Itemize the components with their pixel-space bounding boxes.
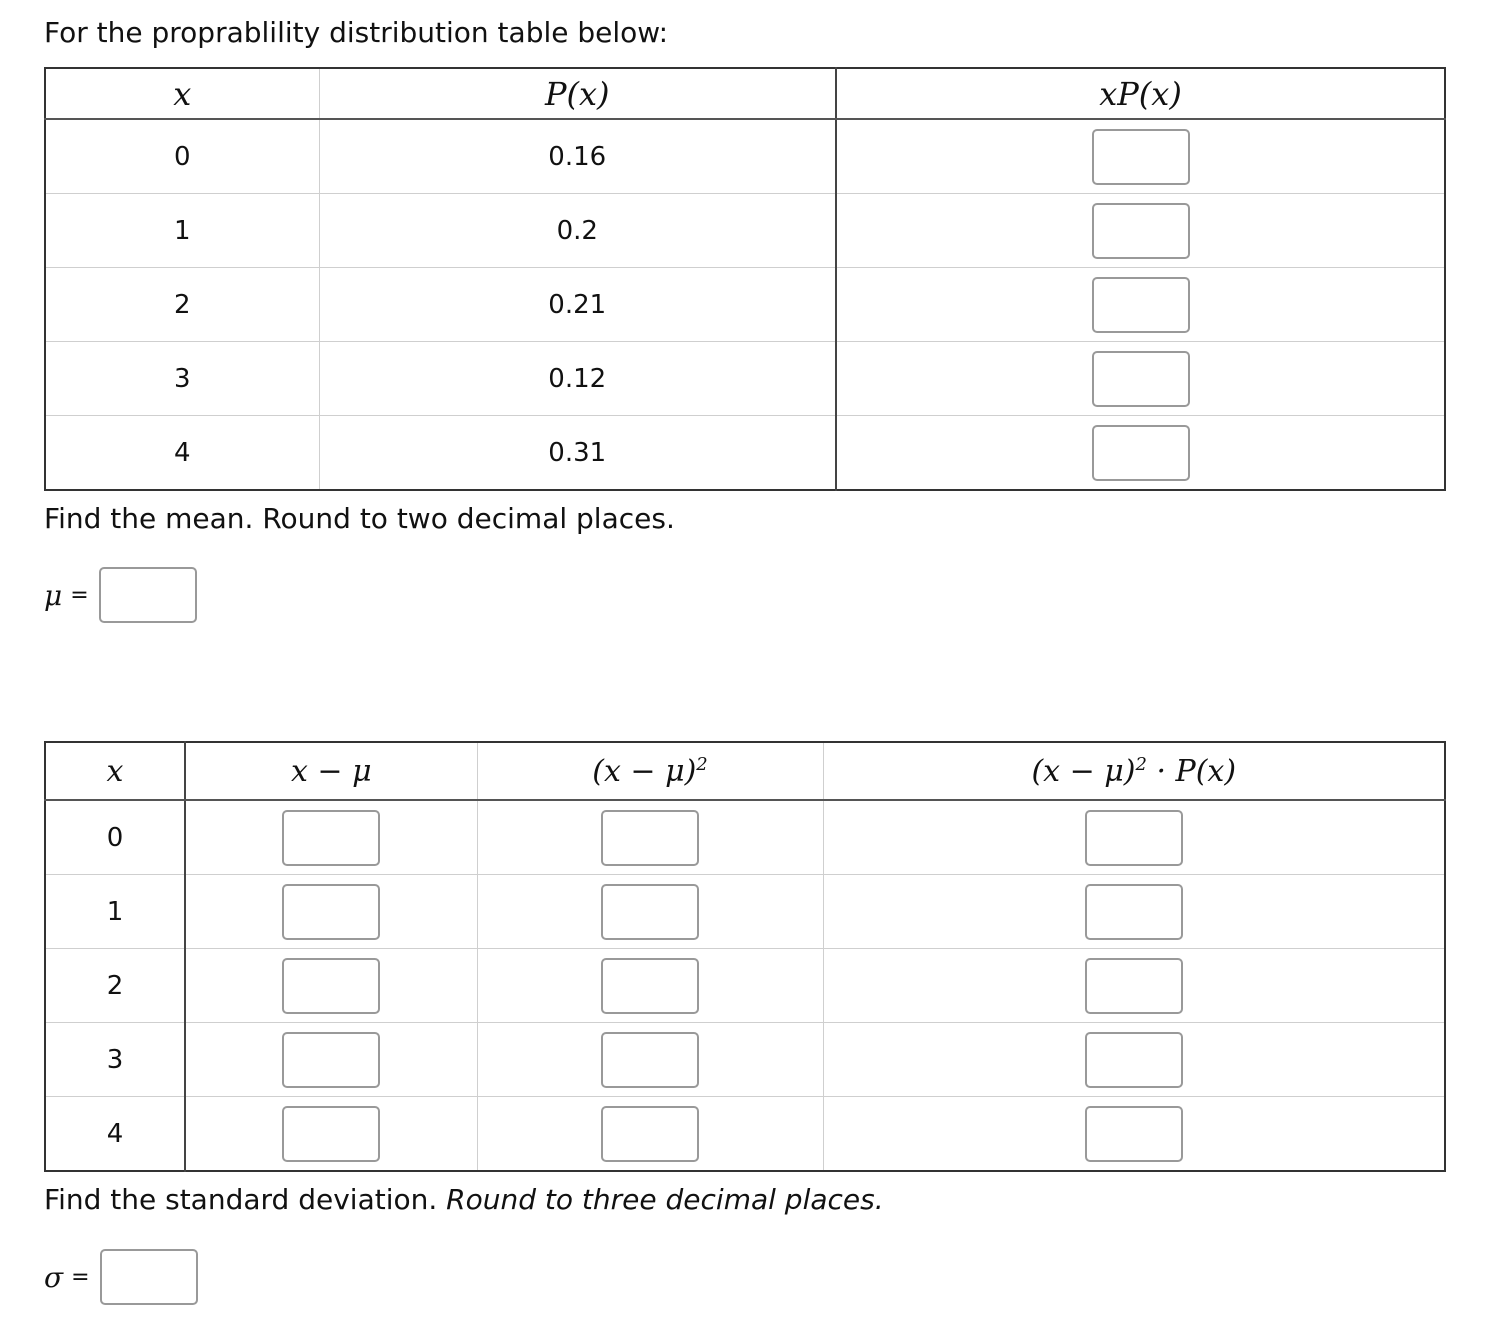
sd-rounding-note: Round to three decimal places. (446, 1183, 884, 1216)
mu-symbol: μ (44, 578, 63, 612)
xp-input[interactable] (1092, 425, 1190, 481)
weighted-squared-input[interactable] (1085, 958, 1183, 1014)
x-value: 3 (45, 342, 319, 416)
header-squared-deviation: $(x - \mu)^2$ (477, 742, 823, 800)
weighted-squared-input[interactable] (1085, 1032, 1183, 1088)
weighted-squared-input[interactable] (1085, 884, 1183, 940)
sd-input[interactable] (100, 1249, 198, 1305)
probability-value: 0.2 (319, 194, 836, 268)
xp-input[interactable] (1092, 203, 1190, 259)
deviation-input[interactable] (282, 1106, 380, 1162)
probability-value: 0.16 (319, 119, 836, 194)
probability-table (44, 67, 1446, 491)
table-row (45, 119, 1445, 194)
mean-instruction: Find the mean. Round to two decimal places. (44, 502, 675, 535)
table-header-row (45, 742, 1445, 800)
x-value: 2 (45, 268, 319, 342)
probability-value: 0.12 (319, 342, 836, 416)
sd-answer-row (44, 1249, 198, 1305)
header-x: x (45, 68, 319, 119)
table-row (45, 416, 1445, 491)
deviation-input[interactable] (282, 884, 380, 940)
x-value: 3 (45, 1023, 185, 1097)
squared-deviation-input[interactable] (601, 810, 699, 866)
header-x-p-of-x: xP(x) (836, 68, 1445, 119)
header-weighted-squared-deviation: $(x - \mu)^2 \cdot P(x)$ (823, 742, 1445, 800)
x-value: 4 (45, 1097, 185, 1172)
deviation-input[interactable] (282, 1032, 380, 1088)
equals-sign: = (70, 582, 89, 608)
x-value: 1 (45, 194, 319, 268)
table-row (45, 1097, 1445, 1172)
table-row (45, 875, 1445, 949)
table-row (45, 949, 1445, 1023)
squared-deviation-input[interactable] (601, 958, 699, 1014)
squared-deviation-input[interactable] (601, 1106, 699, 1162)
table-row (45, 1023, 1445, 1097)
weighted-squared-input[interactable] (1085, 1106, 1183, 1162)
deviation-input[interactable] (282, 958, 380, 1014)
x-value: 0 (45, 119, 319, 194)
xp-input[interactable] (1092, 351, 1190, 407)
xp-input[interactable] (1092, 129, 1190, 185)
table-row (45, 268, 1445, 342)
x-value: 4 (45, 416, 319, 491)
table-row (45, 194, 1445, 268)
x-value: 0 (45, 800, 185, 875)
sigma-symbol: σ (44, 1260, 64, 1294)
header-deviation: x − μ (185, 742, 477, 800)
mean-input[interactable] (99, 567, 197, 623)
x-value: 2 (45, 949, 185, 1023)
header-x: x (45, 742, 185, 800)
deviation-table (44, 741, 1446, 1172)
squared-deviation-input[interactable] (601, 1032, 699, 1088)
x-value: 1 (45, 875, 185, 949)
equals-sign: = (71, 1264, 90, 1290)
header-p-of-x: P(x) (319, 68, 836, 119)
table-row (45, 800, 1445, 875)
table-header-row (45, 68, 1445, 119)
table-row (45, 342, 1445, 416)
sd-instruction-text: Find the standard deviation. (44, 1183, 447, 1216)
intro-text: For the proprablility distribution table below: (44, 16, 669, 49)
deviation-input[interactable] (282, 810, 380, 866)
probability-value: 0.31 (319, 416, 836, 491)
squared-deviation-input[interactable] (601, 884, 699, 940)
mean-answer-row (44, 567, 197, 623)
weighted-squared-input[interactable] (1085, 810, 1183, 866)
xp-input[interactable] (1092, 277, 1190, 333)
sd-instruction (44, 1183, 884, 1216)
probability-value: 0.21 (319, 268, 836, 342)
